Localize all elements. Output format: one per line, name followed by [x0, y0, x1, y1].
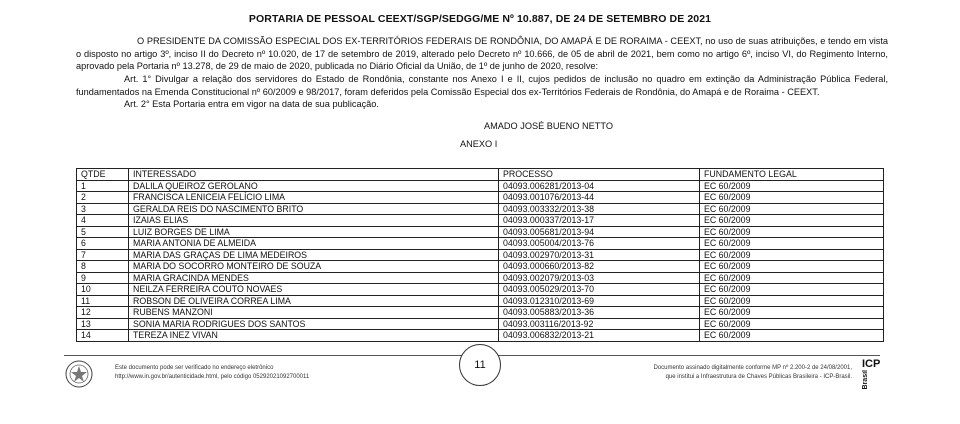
cell-processo: 04093.002970/2013-31: [499, 249, 700, 261]
cell-interessado: SONIA MARIA RODRIGUES DOS SANTOS: [129, 318, 499, 330]
cell-processo: 04093.000660/2013-82: [499, 261, 700, 273]
verification-note: [115, 364, 309, 381]
cell-processo: 04093.000337/2013-17: [499, 215, 700, 227]
page-number: 11: [459, 344, 501, 386]
table-row: [77, 238, 884, 250]
cell-interessado: MARIA ANTONIA DE ALMEIDA: [129, 238, 499, 250]
cell-interessado: MARIA DO SOCORRO MONTEIRO DE SOUZA: [129, 261, 499, 273]
cell-fundamento: EC 60/2009: [700, 226, 884, 238]
cell-qtde: 3: [77, 203, 129, 215]
cell-interessado: LUIZ BORGES DE LIMA: [129, 226, 499, 238]
cell-processo: 04093.003116/2013-92: [499, 318, 700, 330]
header-processo: PROCESSO: [499, 169, 700, 181]
table-row: [77, 295, 884, 307]
cell-qtde: 10: [77, 284, 129, 296]
table-row: [77, 203, 884, 215]
table-row: [77, 318, 884, 330]
cell-qtde: 12: [77, 307, 129, 319]
cell-processo: 04093.006832/2013-21: [499, 330, 700, 342]
cell-interessado: TEREZA INEZ VIVAN: [129, 330, 499, 342]
table-row: [77, 261, 884, 273]
cell-qtde: 5: [77, 226, 129, 238]
coat-of-arms-icon: [64, 359, 94, 389]
table-row: [77, 226, 884, 238]
preamble-paragraph: O PRESIDENTE DA COMISSÃO ESPECIAL DOS EX-TERRITÓRIOS FEDERAIS DE RONDÔNIA, DO AMAPÁ E DE RORAIMA - CEEXT, no uso de suas atribuições, e tendo em vista o disposto no artigo 3º, inciso II do Decreto nº 10.020, de 17 de setembro de 2019, alterado pelo Decreto nº 10.666, de 05 de abril de 2021, bem como no artigo 6º, inciso VI, do Regimento Interno, aprovado pela Portaria nº 13.278, de 29 de maio de 2020, publicada no Diário Oficial da União, de 1º de junho de 2020, resolve:: [76, 36, 888, 71]
cell-fundamento: EC 60/2009: [700, 318, 884, 330]
cell-processo: 04093.005004/2013-76: [499, 238, 700, 250]
article-2-paragraph: Art. 2° Esta Portaria entra em vigor na data de sua publicação.: [124, 99, 379, 109]
cell-fundamento: EC 60/2009: [700, 284, 884, 296]
icp-logo-subtext: Brasil: [862, 370, 869, 390]
signature-note: [598, 364, 852, 381]
cell-fundamento: EC 60/2009: [700, 238, 884, 250]
table-row: [77, 272, 884, 284]
document-title: PORTARIA DE PESSOAL CEEXT/SGP/SEDGG/ME Nº 10.887, DE 24 DE SETEMBRO DE 2021: [248, 13, 712, 25]
cell-fundamento: EC 60/2009: [700, 249, 884, 261]
header-qtde: QTDE: [77, 169, 129, 181]
cell-qtde: 1: [77, 180, 129, 192]
cell-fundamento: EC 60/2009: [700, 307, 884, 319]
signature-line-1: Documento assinado digitalmente conforme MP nº 2.200-2 de 24/08/2001,: [653, 365, 852, 371]
cell-fundamento: EC 60/2009: [700, 272, 884, 284]
cell-fundamento: EC 60/2009: [700, 203, 884, 215]
cell-processo: 04093.012310/2013-69: [499, 295, 700, 307]
icp-logo-text: ICP: [862, 358, 881, 370]
cell-fundamento: EC 60/2009: [700, 295, 884, 307]
verification-line-1: Este documento pode ser verificado no endereço eletrônico: [115, 365, 274, 371]
header-interessado: INTERESSADO: [129, 169, 499, 181]
cell-qtde: 9: [77, 272, 129, 284]
table-header-row: [77, 169, 884, 181]
cell-fundamento: EC 60/2009: [700, 261, 884, 273]
annex-title: ANEXO I: [460, 139, 498, 149]
cell-processo: 04093.001076/2013-44: [499, 192, 700, 204]
cell-qtde: 13: [77, 318, 129, 330]
cell-qtde: 2: [77, 192, 129, 204]
cell-interessado: RUBENS MANZONI: [129, 307, 499, 319]
signature-line-2: que institui a Infraestrutura de Chaves Públicas Brasileira - ICP-Brasil.: [665, 373, 852, 380]
header-fundamento: FUNDAMENTO LEGAL: [700, 169, 884, 181]
cell-processo: 04093.006281/2013-04: [499, 180, 700, 192]
cell-interessado: GERALDA REIS DO NASCIMENTO BRITO: [129, 203, 499, 215]
table-row: [77, 249, 884, 261]
cell-processo: 04093.002079/2013-03: [499, 272, 700, 284]
cell-interessado: ROBSON DE OLIVEIRA CORREA LIMA: [129, 295, 499, 307]
table-row: [77, 284, 884, 296]
table-row: [77, 180, 884, 192]
cell-qtde: 7: [77, 249, 129, 261]
cell-interessado: MARIA GRACINDA MENDES: [129, 272, 499, 284]
cell-qtde: 8: [77, 261, 129, 273]
verification-line-2: http://www.in.gov.br/autenticidade.html, pelo código 05292021092700011: [115, 373, 310, 380]
cell-fundamento: EC 60/2009: [700, 215, 884, 227]
icp-brasil-logo: [862, 358, 881, 390]
cell-processo: 04093.005883/2013-36: [499, 307, 700, 319]
table-row: [77, 215, 884, 227]
cell-interessado: FRANCISCA LENICEIA FELÍCIO LIMA: [129, 192, 499, 204]
cell-qtde: 11: [77, 295, 129, 307]
cell-qtde: 6: [77, 238, 129, 250]
cell-fundamento: EC 60/2009: [700, 192, 884, 204]
table-row: [77, 307, 884, 319]
cell-qtde: 14: [77, 330, 129, 342]
article-1-paragraph: Art. 1° Divulgar a relação dos servidores do Estado de Rondônia, constante nos Anexo I e II, cujos pedidos de inclusão no quadro em extinção da Administração Pública Federal, fundamentados na Emenda Constitucional nº 60/2009 e 98/2017, foram deferidos pela Comissão Especial dos ex-Territórios Federais de Rondônia, do Amapá e de Roraima - CEEXT.: [76, 74, 888, 97]
cell-qtde: 4: [77, 215, 129, 227]
cell-interessado: IZAIAS ELIAS: [129, 215, 499, 227]
cell-interessado: DALILA QUEIROZ GEROLANO: [129, 180, 499, 192]
cell-interessado: MARIA DAS GRAÇAS DE LIMA MEDEIROS: [129, 249, 499, 261]
signatory-name: AMADO JOSÉ BUENO NETTO: [484, 121, 613, 131]
cell-fundamento: EC 60/2009: [700, 330, 884, 342]
cell-fundamento: EC 60/2009: [700, 180, 884, 192]
cell-processo: 04093.005681/2013-94: [499, 226, 700, 238]
annex-table: [76, 168, 884, 342]
table-row: [77, 330, 884, 342]
table-row: [77, 192, 884, 204]
cell-processo: 04093.003332/2013-38: [499, 203, 700, 215]
cell-interessado: NEILZA FERREIRA COUTO NOVAES: [129, 284, 499, 296]
cell-processo: 04093.005029/2013-70: [499, 284, 700, 296]
